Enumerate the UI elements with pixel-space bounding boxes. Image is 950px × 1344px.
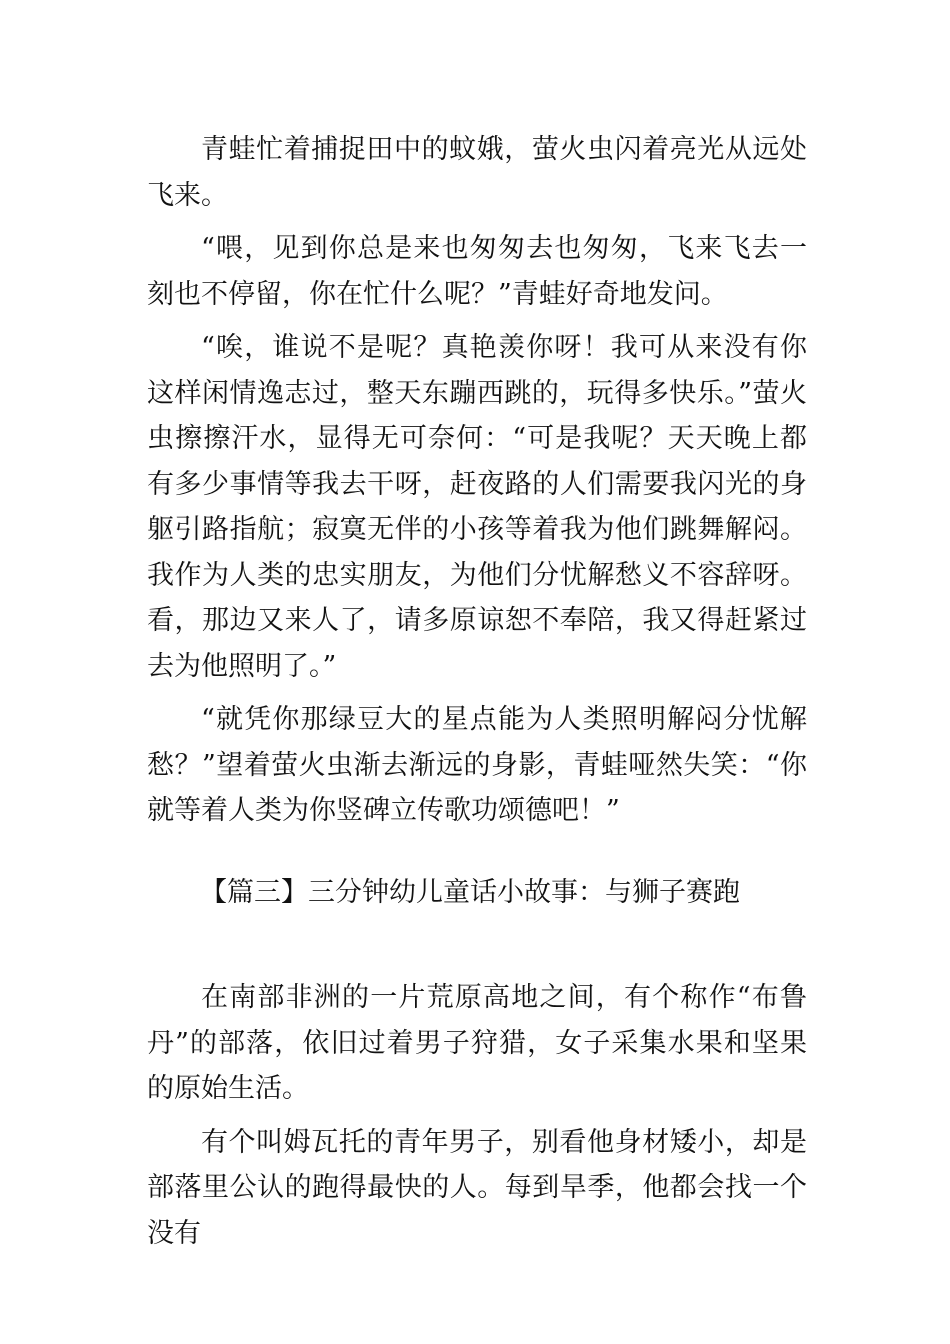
paragraph: 青蛙忙着捕捉田中的蚊娥，萤火虫闪着亮光从远处飞来。 xyxy=(147,134,807,211)
section-heading: 【篇三】三分钟幼儿童话小故事：与狮子赛跑 xyxy=(200,877,740,908)
story-part-one xyxy=(147,127,807,842)
paragraph: “喂，见到你总是来也匆匆去也匆匆，飞来飞去一刻也不停留，你在忙什么呢？”青蛙好奇地发问。 xyxy=(147,233,807,310)
story-part-two xyxy=(147,975,807,1264)
paragraph: 有个叫姆瓦托的青年男子，别看他身材矮小，却是部落里公认的跑得最快的人。每到旱季，他都会找一个没有 xyxy=(147,1126,807,1249)
paragraph: “就凭你那绿豆大的星点能为人类照明解闷分忧解愁？”望着萤火虫渐去渐远的身影，青蛙哑然失笑：“你就等着人类为你竖碑立传歌功颂德吧！” xyxy=(147,704,807,826)
paragraph: “唉，谁说不是呢？真艳羡你呀！我可从来没有你这样闲情逸志过，整天东蹦西跳的，玩得多快乐。”萤火虫擦擦汗水，显得无可奈何：“可是我呢？天天晚上都有多少事情等我去干呀，赶夜路的人们需要我闪光的身躯引路指航；寂寞无伴的小孩等着我为他们跳舞解闷。我作为人类的忠实朋友，为他们分忧解愁义不容辞呀。看，那边又来人了，请多原谅恕不奉陪，我又得赶紧过去为他照明了。” xyxy=(147,332,807,682)
paragraph: 在南部非洲的一片荒原高地之间，有个称作“布鲁丹”的部落，依旧过着男子狩猎，女子采集水果和坚果的原始生活。 xyxy=(147,982,807,1104)
